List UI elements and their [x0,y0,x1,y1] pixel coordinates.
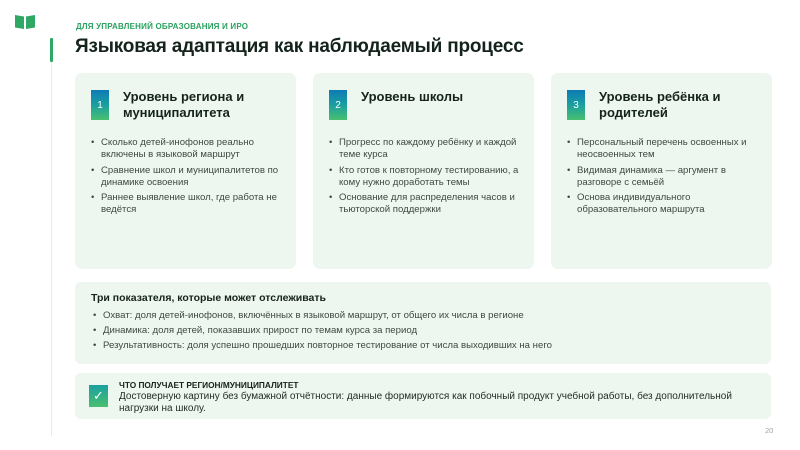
list-item: • Прогресс по каждому ребёнку и каждой теме курса [329,137,529,161]
list-item: • Динамика: доля детей, показавших прирост по темам курса за период [93,325,763,337]
region-gets-title: ЧТО ПОЛУЧАЕТ РЕГИОН/МУНИЦИПАЛИТЕТ [119,380,299,390]
list-item: • Результативность: доля успешно прошедших повторное тестирование от числа выходивших на него [93,340,763,352]
check-icon: ✓ [89,385,108,407]
card-bullet-list [567,137,767,220]
list-item: • Кто готов к повторному тестированию, а кому нужно доработать темы [329,165,529,189]
page-title: Языковая адаптация как наблюдаемый процесс [75,36,524,57]
card-child-level [551,73,772,269]
card-bullet-list [91,137,291,220]
indicators-list [93,310,763,355]
list-item: • Сколько детей-инофонов реально включены в языковой маршрут [91,137,291,161]
region-gets-box [75,373,771,419]
card-school-level [313,73,534,269]
card-number-badge: 3 [567,90,585,120]
card-number-badge: 1 [91,90,109,120]
card-bullet-list [329,137,529,220]
vertical-divider [51,38,52,436]
title-accent-bar [50,38,53,62]
indicators-panel [75,282,771,364]
list-item: • Охват: доля детей-инофонов, включённых в языковой маршрут, от общего их числа в регионе [93,310,763,322]
book-logo-icon [14,14,36,30]
card-region-level [75,73,296,269]
section-subtitle: ДЛЯ УПРАВЛЕНИЙ ОБРАЗОВАНИЯ И ИРО [76,22,249,31]
region-gets-text: Достоверную картину без бумажной отчётности: данные формируются как побочный продукт учебной работы, без дополнительной нагрузки на школу. [119,391,732,414]
card-title: Уровень ребёнка и родителей [599,89,721,120]
indicators-title: Три показателя, которые может отслеживать [91,292,326,304]
list-item: • Сравнение школ и муниципалитетов по динамике освоения [91,165,291,189]
card-number-badge: 2 [329,90,347,120]
list-item: • Раннее выявление школ, где работа не ведётся [91,192,291,216]
list-item: • Видимая динамика — аргумент в разговоре с семьёй [567,165,767,189]
page-number: 20 [765,426,774,435]
list-item: • Основание для распределения часов и тьюторской поддержки [329,192,529,216]
card-title: Уровень региона и муниципалитета [123,89,245,120]
list-item: • Основа индивидуального образовательного маршрута [567,192,767,216]
list-item: • Персональный перечень освоенных и неосвоенных тем [567,137,767,161]
card-title: Уровень школы [361,89,464,104]
